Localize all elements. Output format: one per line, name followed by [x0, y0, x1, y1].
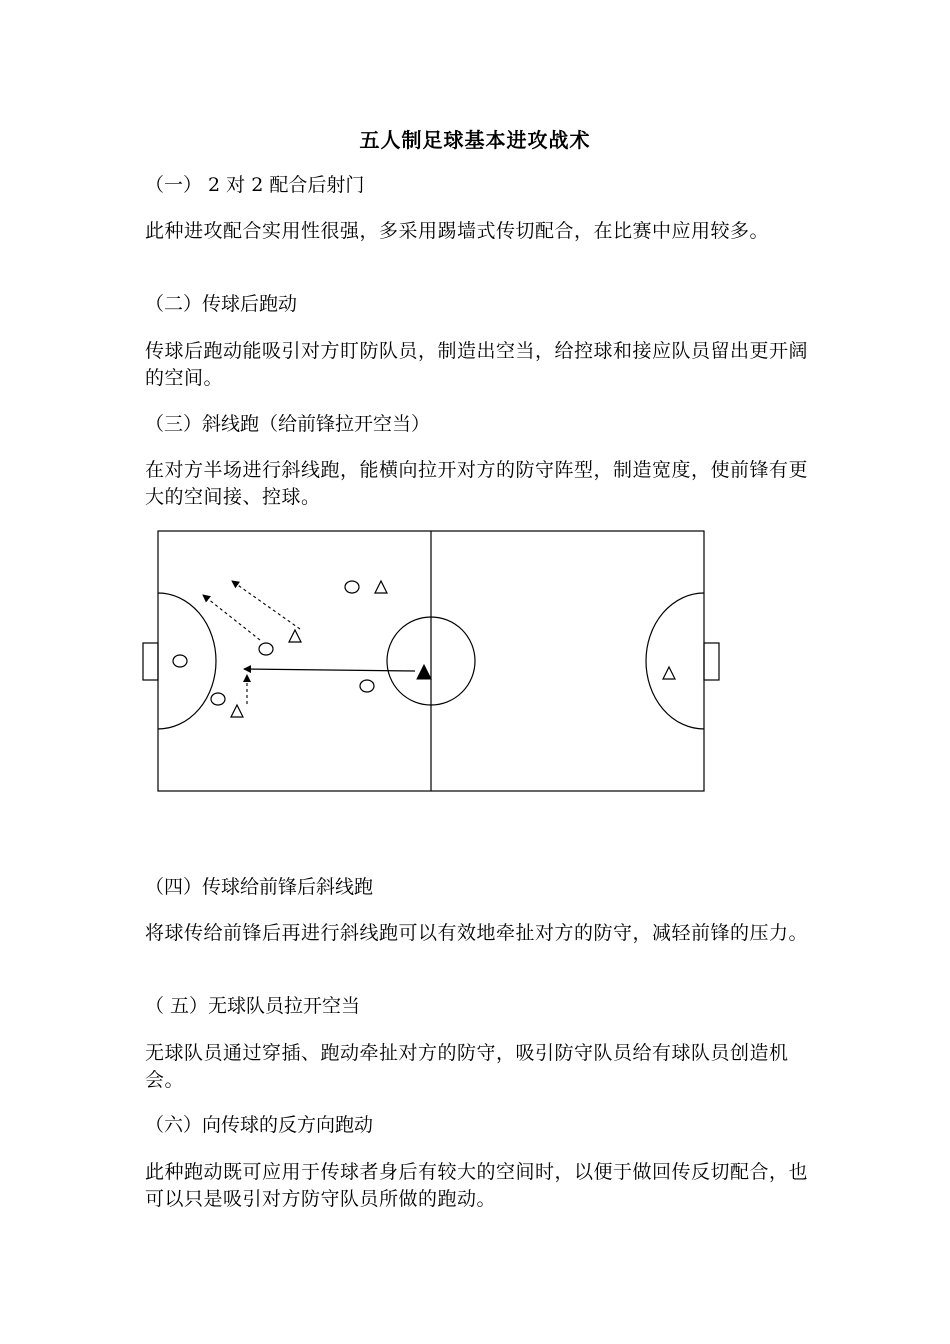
section-heading-6: （六）向传球的反方向跑动 — [145, 1114, 374, 1136]
page-title: 五人制足球基本进攻战术 — [359, 128, 591, 152]
right-penalty-area — [646, 593, 704, 729]
right-goal — [704, 643, 719, 680]
circle-player-icon — [211, 693, 225, 705]
circle-player-icon — [173, 655, 187, 667]
section-text-4: 将球传给前锋后再进行斜线跑可以有效地牵扯对方的防守，减轻前锋的压力。 — [145, 922, 809, 944]
triangle-player-icon — [663, 667, 675, 679]
triangle-player-icon — [231, 705, 243, 717]
left-goal — [143, 643, 158, 680]
dashed-run-arrow — [232, 581, 300, 629]
filled-triangle-ball-icon — [417, 665, 431, 679]
circle-player-icon — [345, 581, 359, 593]
triangle-player-icon — [289, 630, 301, 642]
section-heading-3: （三）斜线跑（给前锋拉开空当） — [145, 413, 431, 435]
section-heading-2: （二）传球后跑动 — [145, 293, 298, 315]
section-text-1: 此种进攻配合实用性很强，多采用踢墙式传切配合，在比赛中应用较多。 — [145, 220, 770, 242]
section-heading-1: （一） 2 对 2 配合后射门 — [145, 174, 365, 196]
triangle-player-icon — [375, 581, 387, 593]
section-heading-4: （四）传球给前锋后斜线跑 — [145, 876, 374, 898]
pass-arrow — [244, 669, 415, 671]
tactics-diagram — [140, 528, 720, 798]
section-text-2: 传球后跑动能吸引对方盯防队员，制造出空当，给控球和接应队员留出更开阔的空间。 — [145, 340, 809, 389]
section-text-3: 在对方半场进行斜线跑，能横向拉开对方的防守阵型，制造宽度，使前锋有更大的空间接、控球。 — [145, 459, 809, 508]
section-heading-5: （ 五）无球队员拉开空当 — [145, 995, 361, 1017]
circle-player-icon — [259, 643, 273, 655]
section-text-5: 无球队员通过穿插、跑动牵扯对方的防守，吸引防守队员给有球队员创造机会。 — [145, 1042, 789, 1091]
circle-player-icon — [360, 680, 374, 692]
section-text-6: 此种跑动既可应用于传球者身后有较大的空间时，以便于做回传反切配合，也可以只是吸引对方防守队员所做的跑动。 — [145, 1161, 809, 1210]
